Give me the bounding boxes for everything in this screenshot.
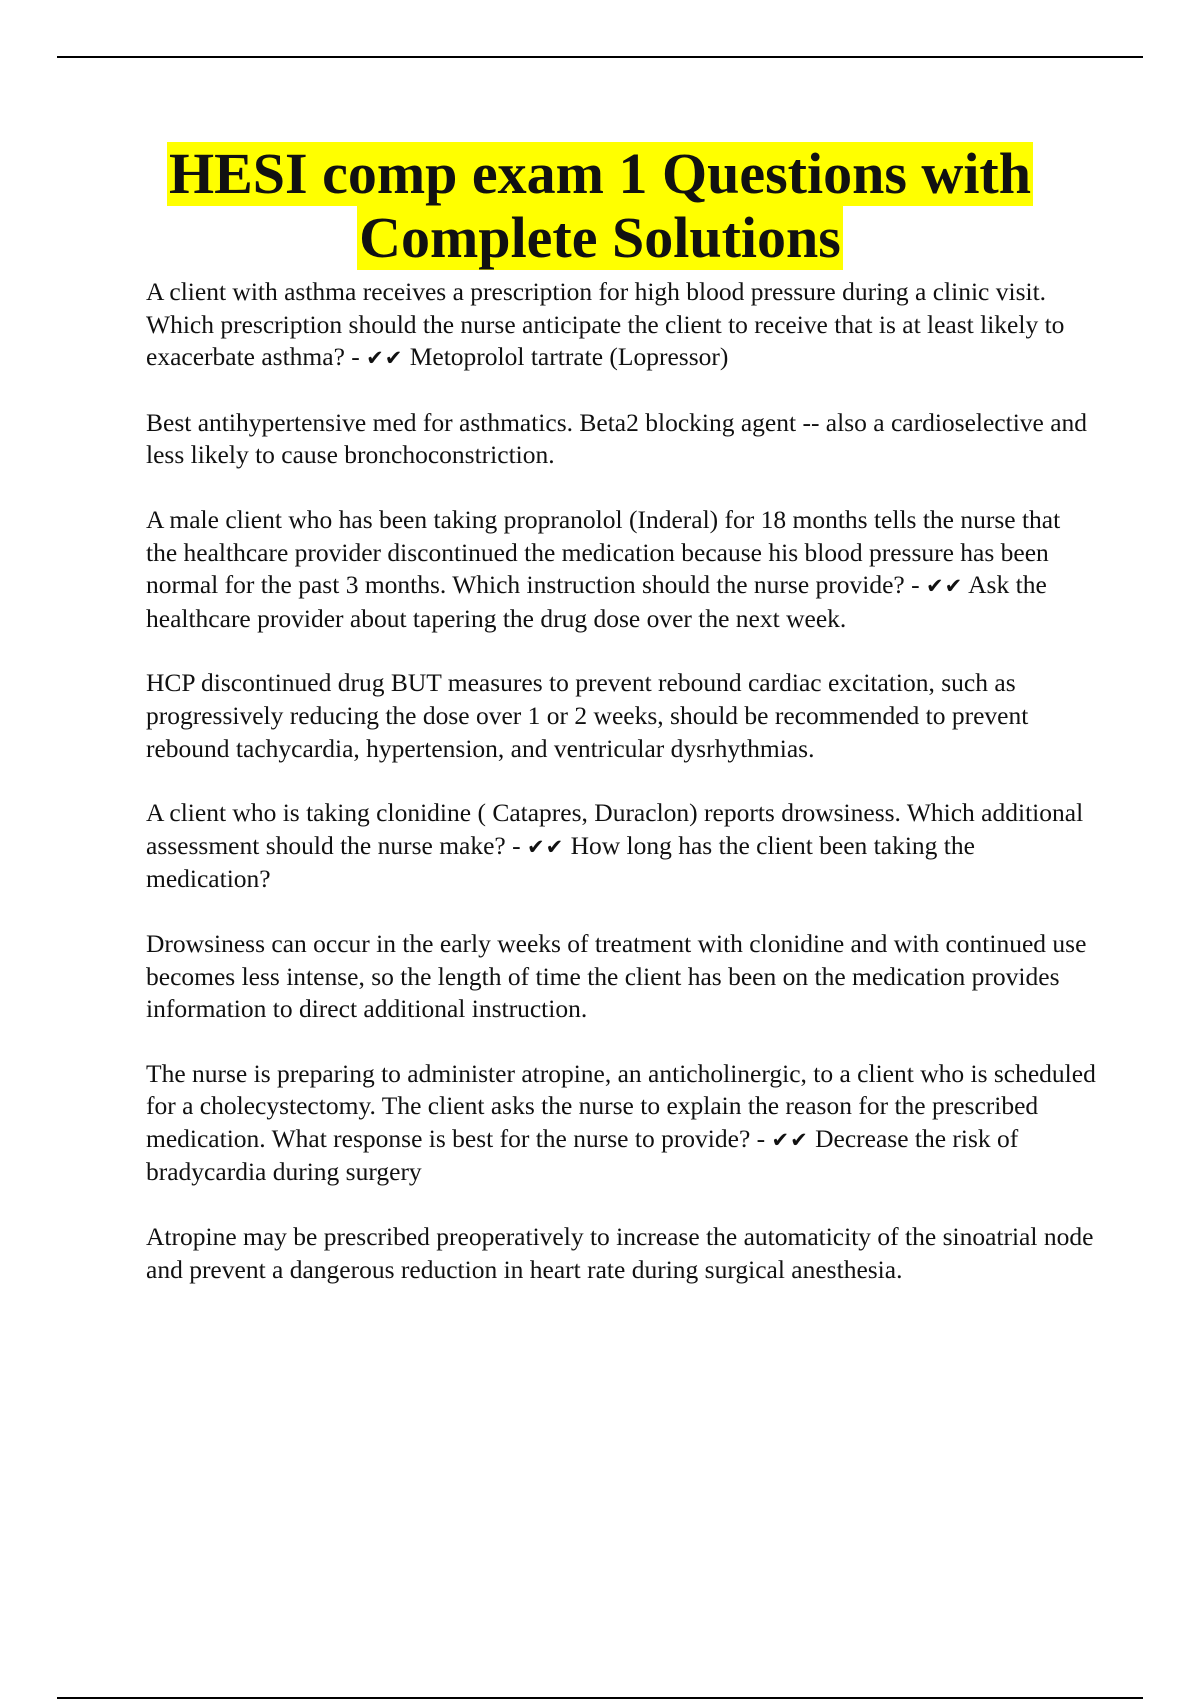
answer-text: How long has the client been taking the medication? — [146, 830, 975, 894]
rationale-2: HCP discontinued drug BUT measures to prevent rebound cardiac excitation, such as progressively reducing the dose over 1 or 2 weeks, should be recommended to prevent rebound tachycardia, hypertension, and ventricular dysrhythmias. — [146, 668, 1029, 763]
question-3 — [146, 797, 1096, 896]
answer-text: Metoprolol tartrate (Lopressor) — [409, 342, 729, 372]
question-text: The nurse is preparing to administer atropine, an anticholinergic, to a client who is scheduled for a cholecystectomy. The client asks the nurse to explain the reason for the prescribed medication. What response is best for the nurse to provide? - — [146, 1058, 1096, 1153]
answer-text: Decrease the risk of bradycardia during surgery — [146, 1123, 1019, 1187]
question-4 — [146, 1058, 1096, 1189]
document-title — [0, 142, 1200, 270]
question-2 — [146, 504, 1096, 635]
title-line-2: Complete Solutions — [359, 205, 841, 270]
question-text: A male client who has been taking propranolol (Inderal) for 18 months tells the nurse that the healthcare provider discontinued the medication because his blood pressure has been normal for the past 3 months. Which instruction should the nurse provide? - — [146, 504, 1061, 600]
question-text: A client who is taking clonidine ( Catapres, Duraclon) reports drowsiness. Which additional assessment should the nurse make? - — [146, 798, 1084, 860]
rationale-4: Atropine may be prescribed preoperatively to increase the automaticity of the sinoatrial node and prevent a dangerous reduction in heart rate during surgical anesthesia. — [146, 1222, 1094, 1284]
rationale-1: Best antihypertensive med for asthmatics. Beta2 blocking agent -- also a cardioselective and less likely to cause bronchoconstriction. — [146, 407, 1088, 470]
check-mark-icon: ✔✔ — [527, 834, 565, 859]
rationale-3: Drowsiness can occur in the early weeks of treatment with clonidine and with continued use becomes less intense, so the length of time the client has been on the medication provides information to direct additional instruction. — [146, 928, 1087, 1024]
check-mark-icon: ✔✔ — [366, 346, 404, 371]
question-text: A client with asthma receives a prescription for high blood pressure during a clinic visit. Which prescription should the nurse anticipate the client to receive that is at least likely to exacerbate asthma? - — [146, 277, 1065, 372]
answer-text: Ask the healthcare provider about tapering the drug dose over the next week. — [146, 570, 1047, 633]
check-mark-icon: ✔✔ — [925, 574, 964, 599]
question-1 — [146, 276, 1096, 375]
title-line-1: HESI comp exam 1 Questions with — [168, 141, 1031, 206]
top-rule — [57, 56, 1143, 58]
check-mark-icon: ✔✔ — [771, 1127, 809, 1152]
bottom-rule — [57, 1697, 1143, 1699]
document-body — [146, 276, 1096, 1318]
